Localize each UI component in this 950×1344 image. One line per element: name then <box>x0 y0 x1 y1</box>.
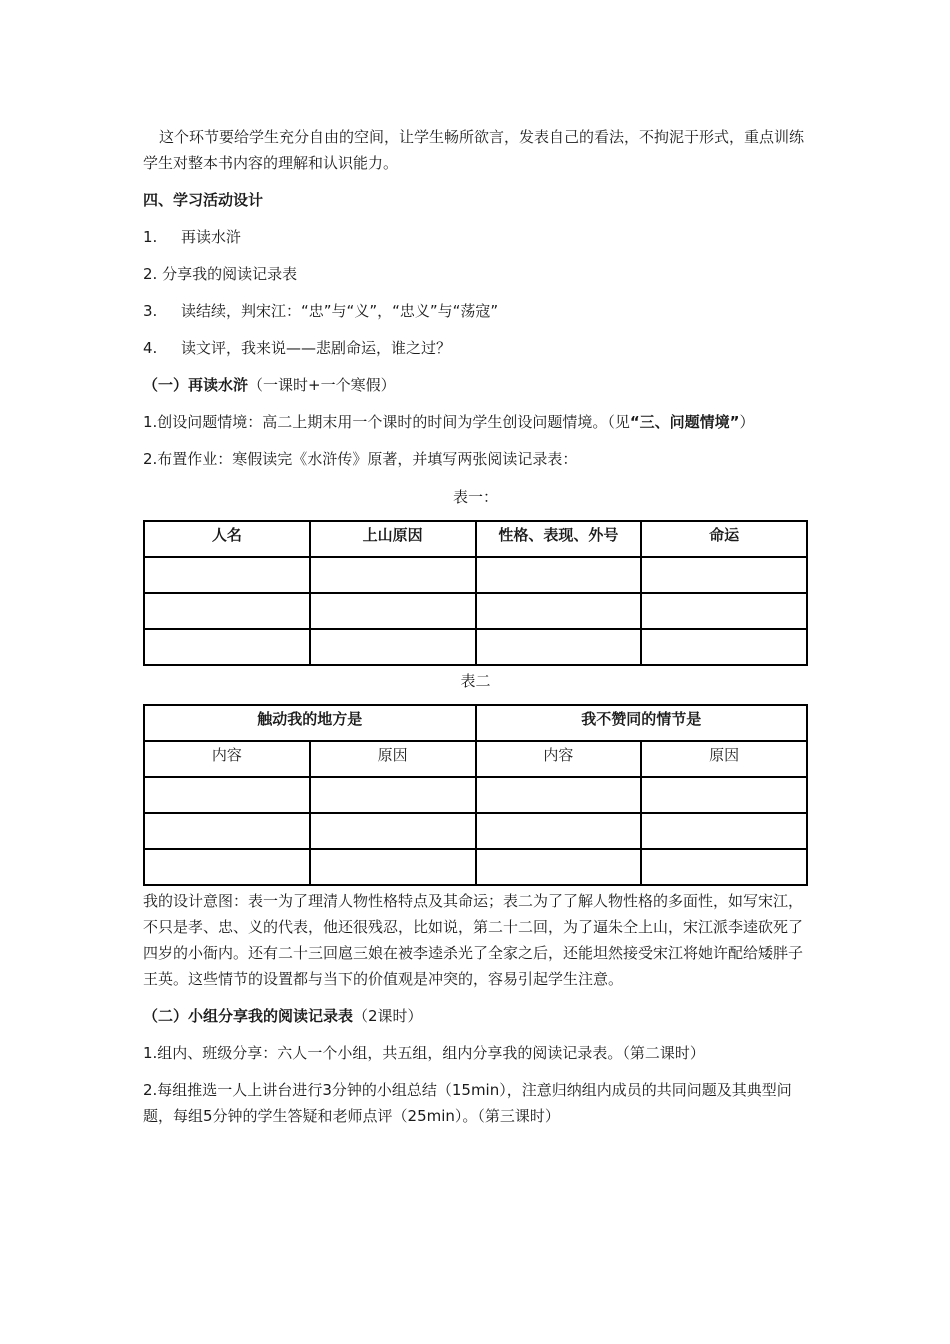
table-subheader-cell: 内容 <box>144 741 310 777</box>
list-item: 1. 再读水浒 <box>143 228 242 246</box>
table-header-cell: 人名 <box>144 521 310 557</box>
table-subheader-cell: 内容 <box>476 741 642 777</box>
table-cell <box>641 557 807 593</box>
table-header-row <box>144 521 807 557</box>
table-group-header: 触动我的地方是 <box>144 705 476 741</box>
part1-paragraph-1: 1.创设问题情境：高二上期末用一个课时的时间为学生创设问题情境。（见“三、问题情境”） <box>143 413 755 431</box>
table-subheader-cell: 原因 <box>310 741 476 777</box>
table1-caption: 表一： <box>452 488 498 506</box>
reading-record-table-2 <box>143 704 808 886</box>
table-cell <box>641 593 807 629</box>
list-item: 4. 读文评，我来说——悲剧命运，谁之过？ <box>143 339 452 357</box>
table-cell <box>144 777 310 813</box>
table-cell <box>641 849 807 885</box>
table-cell <box>476 593 642 629</box>
table-cell <box>476 777 642 813</box>
table-row <box>144 777 807 813</box>
part1-heading: （一）再读水浒（一课时+一个寒假） <box>143 376 396 394</box>
table-subheader-row <box>144 741 807 777</box>
part2-heading: （二）小组分享我的阅读记录表（2课时） <box>143 1007 423 1025</box>
table-row <box>144 629 807 665</box>
table-cell <box>476 849 642 885</box>
table-cell <box>144 849 310 885</box>
part2-paragraph-2: 2.每组推选一人上讲台进行3分钟的小组总结（15min），注意归纳组内成员的共同问题及其典型问题，每组5分钟的学生答疑和老师点评（25min）。（第三课时） <box>143 1081 792 1125</box>
table-cell <box>476 629 642 665</box>
list-item: 2. 分享我的阅读记录表 <box>143 265 298 283</box>
table-cell <box>144 813 310 849</box>
table-cell <box>310 557 476 593</box>
part2-paragraph-1: 1.组内、班级分享：六人一个小组，共五组，组内分享我的阅读记录表。（第二课时） <box>143 1044 705 1062</box>
intro-paragraph: 这个环节要给学生充分自由的空间，让学生畅所欲言，发表自己的看法，不拘泥于形式，重点训练学生对整本书内容的理解和认识能力。 <box>143 128 805 172</box>
document-body <box>143 124 808 1129</box>
part1-paragraph-2: 2.布置作业：寒假读完《水浒传》原著，并填写两张阅读记录表： <box>143 450 578 468</box>
table-cell <box>476 813 642 849</box>
table-header-row <box>144 705 807 741</box>
table-group-header: 我不赞同的情节是 <box>476 705 808 741</box>
design-intent-paragraph: 我的设计意图：表一为了理清人物性格特点及其命运；表二为了了解人物性格的多面性，如写宋江，不只是孝、忠、义的代表，他还很残忍，比如说，第二十二回，为了逼朱仝上山，宋江派李逵砍死了四岁的小衙内。还有二十三回扈三娘在被李逵杀光了全家之后，还能坦然接受宋江将她许配给矮胖子王英。这些情节的设置都与当下的价值观是冲突的，容易引起学生注意。 <box>143 892 804 988</box>
table-header-cell: 上山原因 <box>310 521 476 557</box>
table-cell <box>641 629 807 665</box>
table-row <box>144 557 807 593</box>
list-item: 3. 读结续，判宋江：“忠”与“义”，“忠义”与“荡寇” <box>143 302 499 320</box>
table-cell <box>641 777 807 813</box>
table-cell <box>310 593 476 629</box>
table-cell <box>144 593 310 629</box>
section4-heading: 四、学习活动设计 <box>143 191 264 209</box>
table2-caption: 表二 <box>460 672 491 690</box>
table-cell <box>310 777 476 813</box>
table-row <box>144 593 807 629</box>
table-cell <box>144 557 310 593</box>
table-cell <box>641 813 807 849</box>
table-header-cell: 性格、表现、外号 <box>476 521 642 557</box>
table-row <box>144 849 807 885</box>
table-row <box>144 813 807 849</box>
table-cell <box>310 849 476 885</box>
table-cell <box>476 557 642 593</box>
table-cell <box>144 629 310 665</box>
table-header-cell: 命运 <box>641 521 807 557</box>
reading-record-table-1 <box>143 520 808 666</box>
table-cell <box>310 813 476 849</box>
table-subheader-cell: 原因 <box>641 741 807 777</box>
table-cell <box>310 629 476 665</box>
